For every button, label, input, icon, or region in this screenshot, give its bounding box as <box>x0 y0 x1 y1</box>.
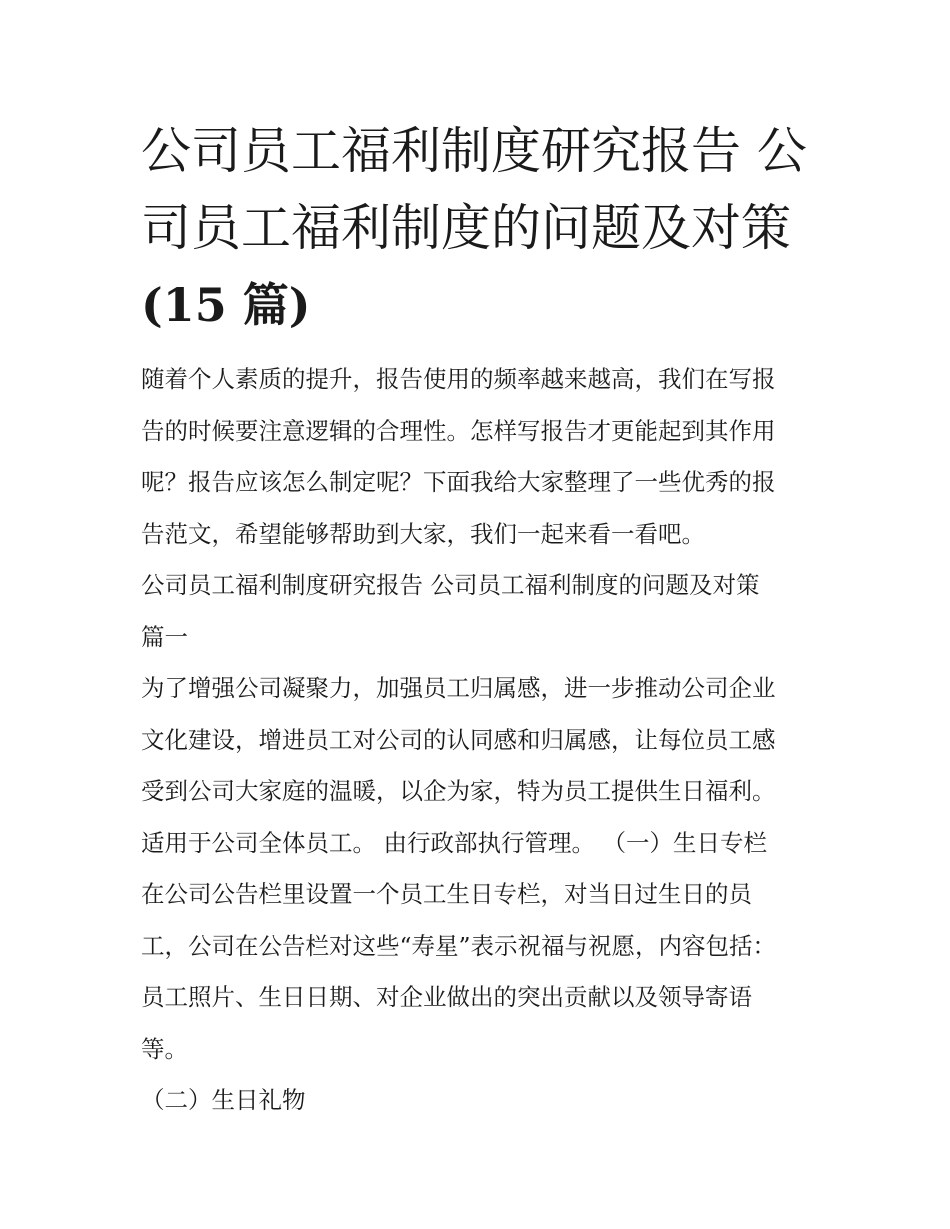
document-body <box>141 356 831 1129</box>
body-line: 工，公司在公告栏对这些“寿星”表示祝福与祝愿，内容包括： <box>141 931 777 960</box>
body-line: 等。 <box>141 1034 188 1063</box>
section-heading-line: 篇一 <box>141 622 188 651</box>
body-line: 文化建设，增进员工对公司的认同感和归属感，让每位员工感 <box>141 725 776 754</box>
body-line: 告范文，希望能够帮助到大家，我们一起来看一看吧。 <box>141 519 705 548</box>
body-line: 员工照片、生日日期、对企业做出的突出贡献以及领导寄语 <box>141 983 752 1011</box>
title-line-3: (15 篇) <box>141 278 311 332</box>
title-line-2: 司员工福利制度的问题及对策 <box>141 199 791 257</box>
subsection-heading: （二）生日礼物 <box>141 1086 306 1114</box>
body-line: 呢？报告应该怎么制定呢？下面我给大家整理了一些优秀的报 <box>141 468 776 496</box>
body-line: 告的时候要注意逻辑的合理性。怎样写报告才更能起到其作用 <box>141 416 776 445</box>
body-line: 为了增强公司凝聚力，加强员工归属感，进一步推动公司企业 <box>141 674 776 702</box>
body-line: 受到公司大家庭的温暖，以企为家，特为员工提供生日福利。 <box>141 777 776 805</box>
body-line: 适用于公司全体员工。 由行政部执行管理。 （一）生日专栏 <box>141 828 767 857</box>
section-heading-line: 公司员工福利制度研究报告 公司员工福利制度的问题及对策 <box>141 571 760 599</box>
document-title <box>141 113 821 344</box>
title-line-1: 公司员工福利制度研究报告 公 <box>141 122 807 180</box>
body-line: 随着个人素质的提升，报告使用的频率越来越高，我们在写报 <box>141 365 776 393</box>
body-line: 在公司公告栏里设置一个员工生日专栏，对当日过生日的员 <box>141 880 752 908</box>
